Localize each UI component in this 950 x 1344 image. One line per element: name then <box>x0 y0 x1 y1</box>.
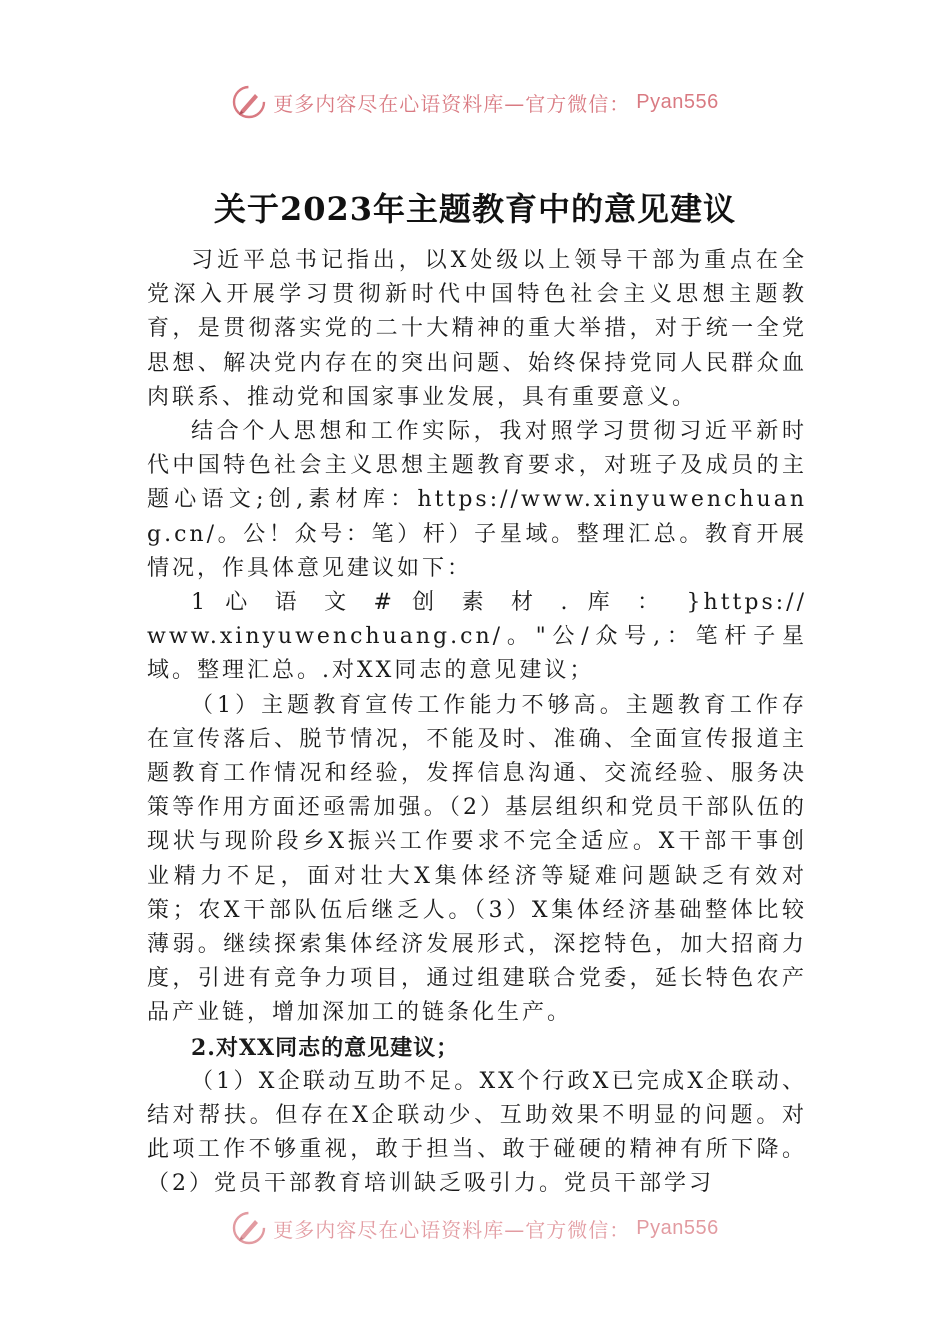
pen-logo-icon <box>231 84 267 120</box>
item2-heading: 2.对XX同志的意见建议； <box>191 1034 460 1061</box>
paragraph-context: 结合个人思想和工作实际，我对照学习贯彻习近平新时代中国特色社会主义思想主题教育要求，对班子及成员的主题心语文;创,素材库：https://www.xinyuwenchuang.cn/。公！众号：笔）杆）子星域。整理汇总。教育开展情况，作具体意见建议如下： <box>147 419 807 581</box>
watermark-text: 更多内容尽在心语资料库—官方微信： <box>273 91 631 116</box>
document-body <box>147 244 807 1202</box>
watermark-handle: Pyan556 <box>636 1216 719 1239</box>
item1-first-line: 1 心 语 文 # 创 素 材 . 库 ： }https:// <box>191 590 807 616</box>
paragraph-intro: 习近平总书记指出，以X处级以上领导干部为重点在全党深入开展学习贯彻新时代中国特色社会主义思想主题教育，是贯彻落实党的二十大精神的重大举措，对于统一全党思想、解决党内存在的突出问题、始终保持党同人民群众血肉联系、推动党和国家事业发展，具有重要意义。 <box>147 248 807 410</box>
footer-watermark <box>0 1210 950 1246</box>
header-watermark <box>0 84 950 120</box>
watermark-handle: Pyan556 <box>636 90 719 113</box>
paragraph-item2-details: （1）X企联动互助不足。XX个行政X已完成X企联动、结对帮扶。但存在X企联动少、互助效果不明显的问题。对此项工作不够重视，敢于担当、敢于碰硬的精神有所下降。（2）党员干部教育培训缺乏吸引力。党员干部学习 <box>147 1068 807 1197</box>
pen-logo-icon <box>231 1210 267 1246</box>
watermark-text: 更多内容尽在心语资料库—官方微信： <box>273 1217 631 1242</box>
paragraph-item1-details: （1）主题教育宣传工作能力不够高。主题教育工作存在宣传落后、脱节情况，不能及时、准确、全面宣传报道主题教育工作情况和经验，发挥信息沟通、交流经验、服务决策等作用方面还亟需加强。（2）基层组织和党员干部队伍的现状与现阶段乡X振兴工作要求不完全适应。X干部干事创业精力不足，面对壮大X集体经济等疑难问题缺乏有效对策；农X干部队伍后继乏人。（3）X集体经济基础整体比较薄弱。继续探索集体经济发展形式，深挖特色，加大招商力度，引进有竞争力项目，通过组建联合党委，延长特色农产品产业链，增加深加工的链条化生产。 <box>147 692 807 1026</box>
page-title: 关于2023年主题教育中的意见建议 <box>213 190 737 228</box>
paragraph-item1 <box>147 586 807 689</box>
item1-rest: www.xinyuwenchuang.cn/。"公/众号,：笔杆子星域。整理汇总。.对XX同志的意见建议； <box>147 624 807 684</box>
